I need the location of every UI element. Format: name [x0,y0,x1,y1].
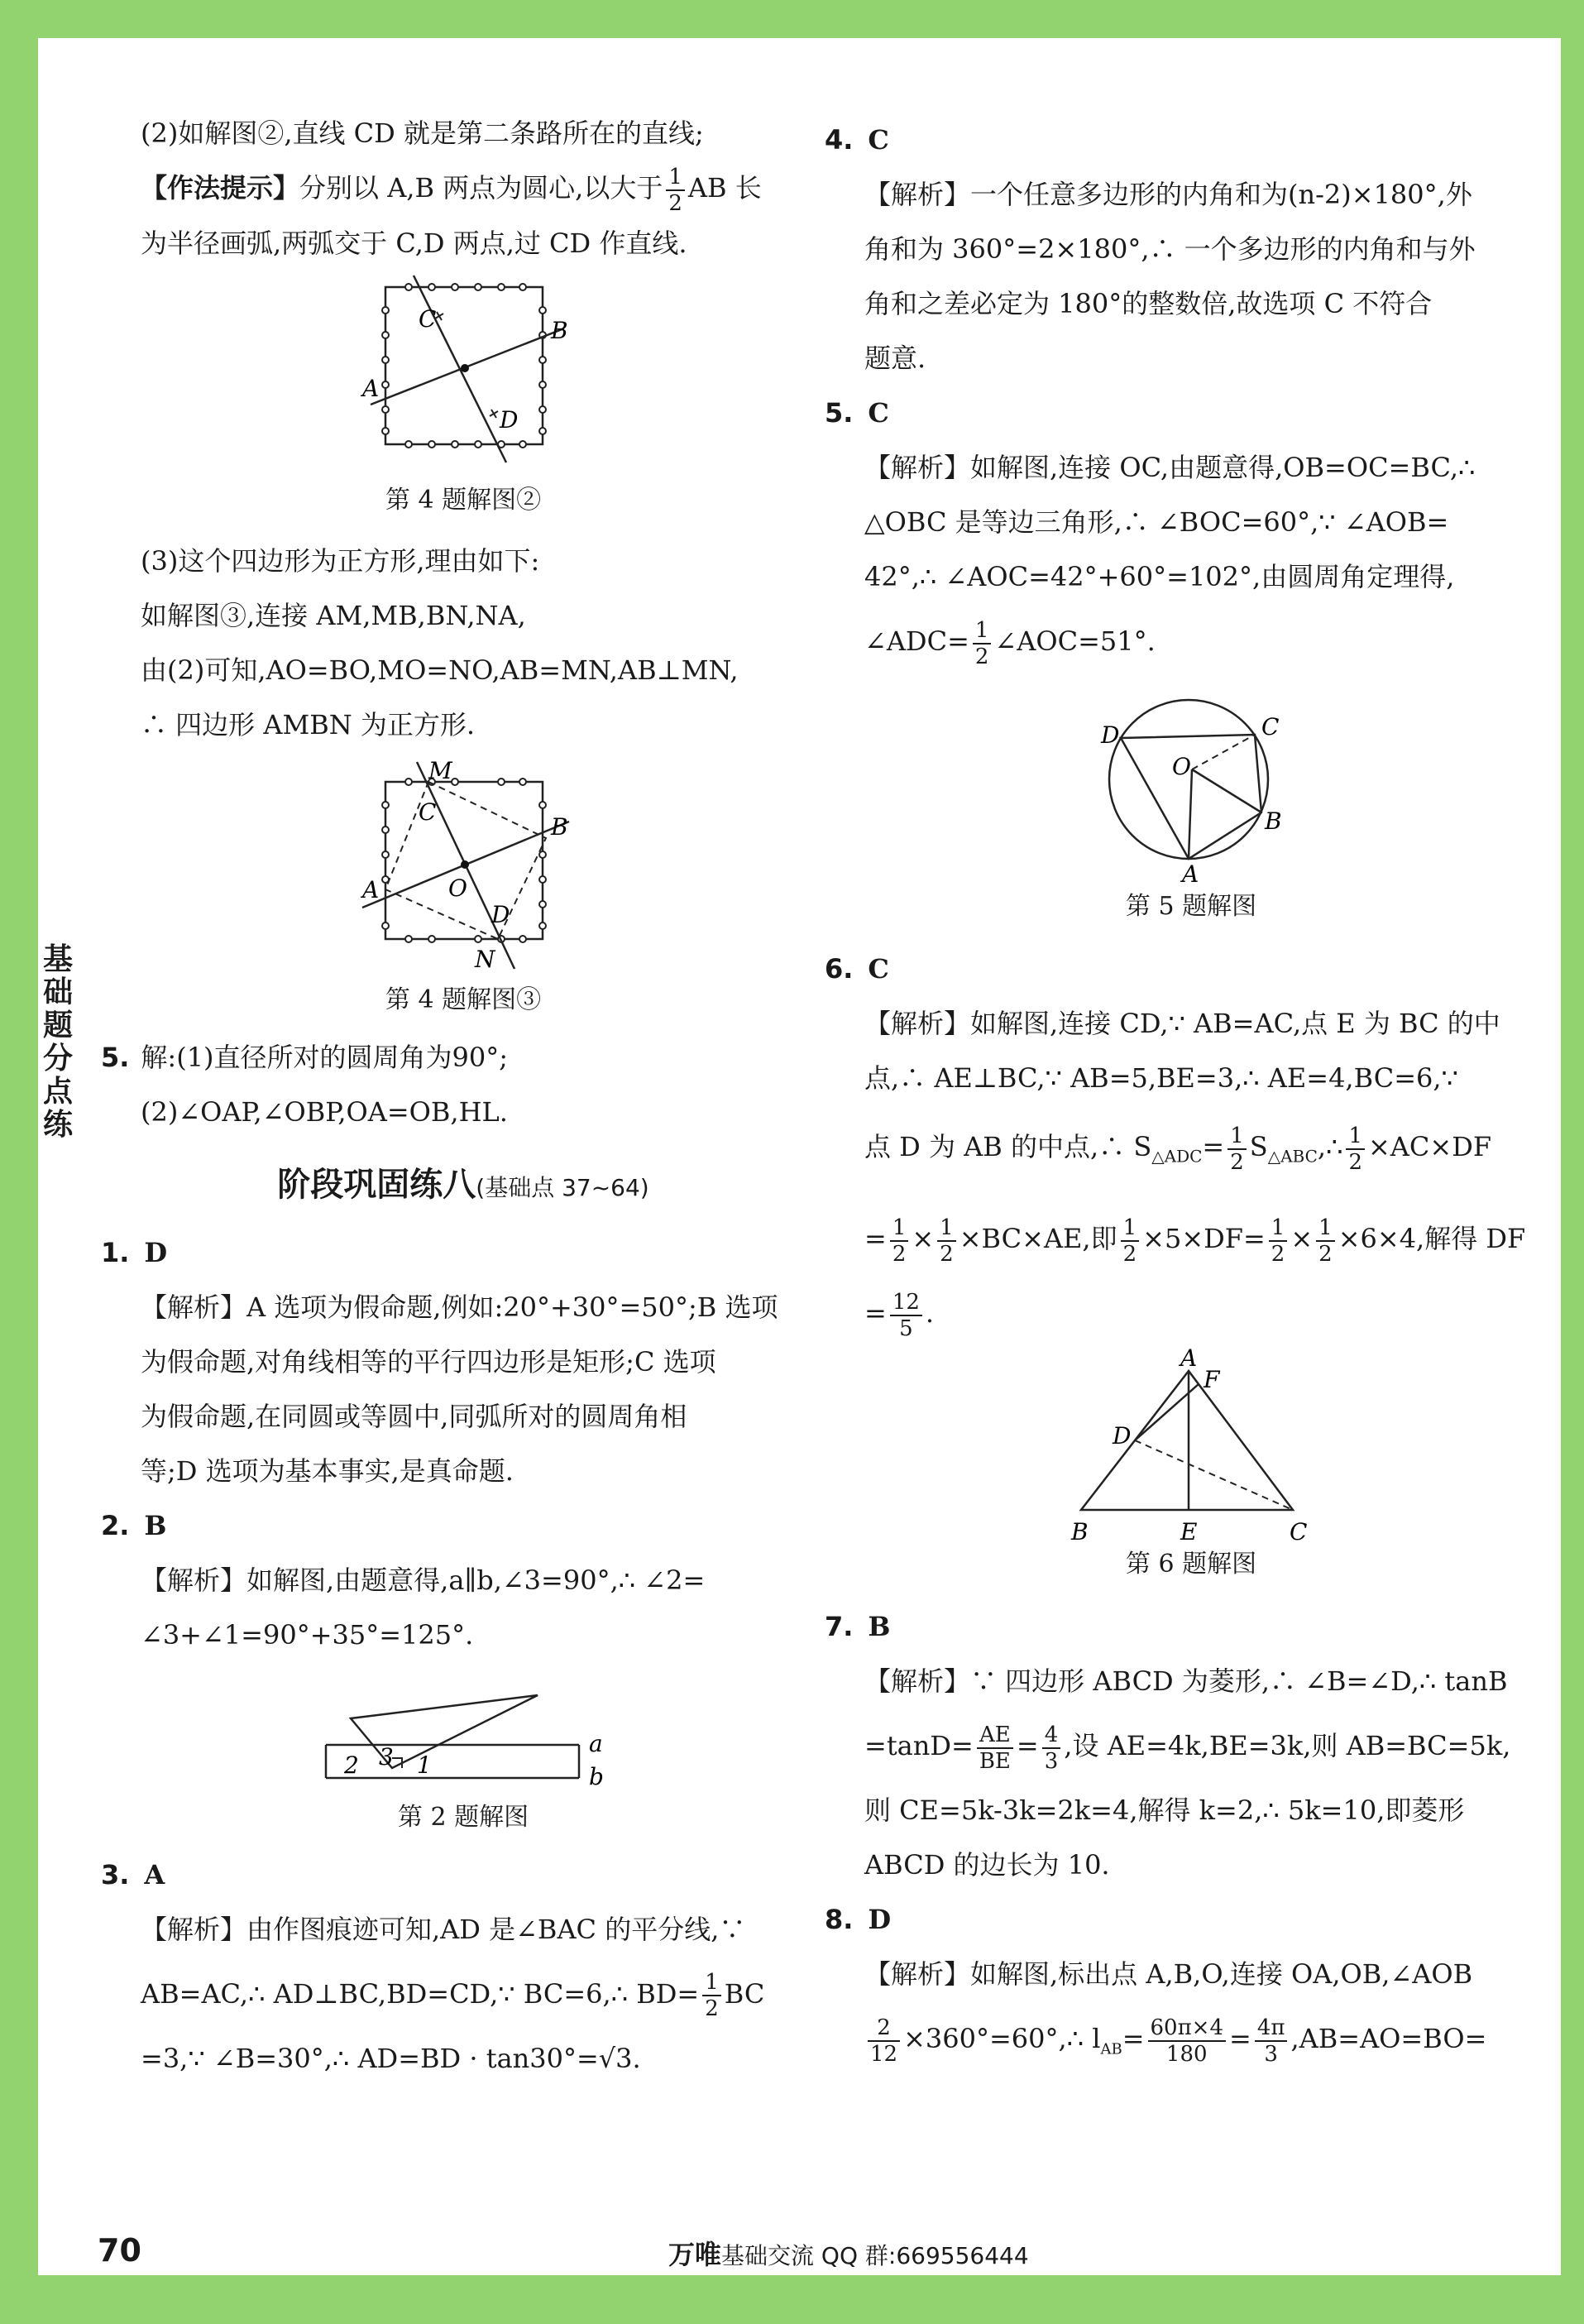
brand: 万唯 [668,2239,722,2270]
text: ∠AOC=51°. [994,625,1156,657]
answer-letter: B [144,1509,167,1541]
denominator: 2 [940,1241,954,1267]
label-B: B [1265,807,1282,835]
text-line: (2)∠OAP,∠OBP,OA=OB,HL. [141,1095,508,1128]
question-number: 7. [825,1611,854,1643]
text-line: 题意. [864,343,926,374]
fraction [1148,2015,1227,2067]
fraction [1255,2015,1288,2067]
label-A: A [362,374,380,402]
text: =tanD= [864,1730,974,1762]
text: 点 D 为 AB 的中点,∴ S [864,1131,1152,1162]
numerator: 1 [973,618,992,644]
label-C: C [1261,713,1280,740]
label-A: A [1182,860,1199,888]
answer-line [825,1892,1518,1947]
answer-letter: A [144,1858,165,1890]
text-line: 【解析】一个任意多边形的内角和为(n-2)×180°,外 [864,179,1472,210]
label-N: N [475,945,495,973]
text: ∠ADC= [864,625,969,657]
answer-line [101,1498,786,1553]
text-line: =3,∵ ∠B=30°,∴ AD=BD · tan30°=√3. [141,2042,641,2074]
fraction [937,1215,956,1267]
denominator: 2 [1122,1241,1137,1267]
label-C: C [419,798,437,826]
text: = [1016,1730,1039,1762]
label-O: O [1172,753,1191,780]
text-line: 等;D 选项为基本事实,是真命题. [141,1454,514,1487]
denominator: BE [979,1748,1011,1774]
numerator: 4 [1042,1723,1061,1749]
text-line: (3)这个四边形为正方形,理由如下: [141,544,540,577]
question-number: 3. [101,1858,130,1890]
figure-caption: 第 6 题解图 [1125,1550,1257,1579]
text: = [864,1223,887,1255]
numerator: 60π×4 [1148,2015,1227,2042]
text: S [1249,1131,1268,1162]
text-line: 角和之差必定为 180°的整数倍,故选项 C 不符合 [864,288,1433,319]
page-number: 70 [98,2232,141,2269]
numerator: 4π [1255,2015,1288,2042]
text-line [864,604,1518,678]
label-B: B [551,812,568,841]
label-C: C [1290,1518,1308,1546]
question-number: 6. [825,953,854,985]
label-a: a [589,1729,603,1757]
numerator: 1 [937,1215,956,1242]
side-tab-char: 题 [42,1009,73,1042]
side-tab [36,943,79,1142]
numerator: 1 [1121,1215,1140,1242]
right-border [1561,0,1584,2324]
answer-line [101,1225,786,1280]
text: ×5×DF= [1142,1223,1266,1255]
side-tab-char: 分 [42,1042,73,1076]
label-O: O [448,874,467,902]
text-line: 【解析】如解图,标出点 A,B,O,连接 OA,OB,∠AOB [864,1958,1473,1991]
figure-4-2 [141,276,786,515]
text-line: 点,∴ AE⊥BC,∵ AB=5,BE=3,∴ AE=4,BC=6,∵ [864,1062,1458,1094]
label-2: 2 [344,1751,359,1779]
figure-caption: 第 5 题解图 [1125,892,1257,921]
label-B: B [1071,1518,1089,1546]
denominator: 3 [1044,1748,1059,1774]
denominator: 2 [1318,1241,1333,1267]
figure-caption: 第 2 题解图 [397,1802,529,1832]
section-subtitle: (基础点 37~64) [476,1173,649,1201]
fraction [702,1970,721,2021]
answer-line [101,1847,786,1902]
numerator: 1 [1227,1124,1247,1150]
numerator: 1 [1269,1215,1288,1242]
denominator: 12 [870,2041,898,2067]
side-tab-char: 础 [42,975,73,1009]
denominator: 180 [1165,2041,1208,2067]
fraction [1316,1215,1335,1267]
answer-letter: D [868,1904,892,1936]
text-line: 如解图③,连接 AM,MB,BN,NA, [141,599,526,631]
text-line: 【解析】如解图,由题意得,a∥b,∠3=90°,∴ ∠2= [141,1564,706,1596]
text-line: 为半径画弧,两弧交于 C,D 两点,过 CD 作直线. [141,227,687,259]
label-3: 3 [379,1742,394,1771]
label-1: 1 [417,1751,432,1779]
answer-line [825,942,1518,996]
side-tab-char: 点 [42,1075,73,1109]
question-number: 1. [101,1236,130,1268]
text: = [1229,2023,1251,2055]
section-title [141,1148,786,1225]
text-line: 【解析】如解图,连接 CD,∵ AB=AC,点 E 为 BC 的中 [864,1008,1500,1039]
text-line [141,1957,786,2031]
fraction [1121,1215,1140,1267]
footer-text: 基础交流 QQ 群:669556444 [721,2242,1029,2269]
denominator: 5 [899,1315,913,1341]
text: AB 长 [687,172,762,204]
side-tab-char: 练 [42,1108,73,1142]
text-line: 为假命题,在同圆或等圆中,同弧所对的圆周角相 [141,1400,687,1432]
text: ,设 AE=4k,BE=3k,则 AB=BC=5k, [1064,1730,1511,1762]
section-title-text: 阶段巩固练八 [277,1165,476,1204]
text: = [1202,1131,1225,1162]
figure-4-3 [141,757,786,980]
q5-line [101,1030,786,1085]
label-D: D [491,900,510,928]
text-line: 为假命题,对角线相等的平行四边形是矩形;C 选项 [141,1345,716,1378]
text-line: (2)如解图②,直线 CD 就是第二条路所在的直线; [141,117,704,149]
fraction [890,1290,922,1341]
subscript: AB [1100,2040,1122,2058]
text-line [864,2001,1518,2087]
text: = [1122,2023,1145,2055]
text-line: 【解析】A 选项为假命题,例如:20°+30°=50°;B 选项 [141,1291,778,1323]
text-line: 42°,∴ ∠AOC=42°+60°=102°,由圆周角定理得, [864,561,1455,592]
text: ×BC×AE,即 [959,1223,1117,1255]
label-D: D [1113,1422,1132,1450]
label-D: D [500,405,519,434]
fraction [977,1723,1013,1774]
text-line: 角和为 360°=2×180°,∴ 一个多边形的内角和与外 [864,233,1476,265]
subscript: △ADC [1151,1146,1203,1167]
numerator: 1 [1346,1124,1365,1150]
text-line [864,1708,1518,1783]
text-line: 则 CE=5k-3k=2k=4,解得 k=2,∴ 5k=10,即菱形 [864,1795,1465,1827]
denominator: 2 [1230,1149,1244,1175]
text-line: ∴ 四边形 AMBN 为正方形. [141,708,476,740]
label-D: D [1101,721,1120,749]
text-line: 【解析】如解图,连接 OC,由题意得,OB=OC=BC,∴ [864,452,1476,483]
label-A: A [362,875,380,903]
denominator: 2 [892,1241,907,1267]
denominator: 2 [1348,1149,1362,1175]
label-b: b [589,1762,604,1790]
answer-letter: C [868,124,889,156]
answer-letter: B [868,1611,891,1643]
label-B: B [551,316,568,344]
text: BC [724,1977,765,2010]
hint-tag: 【作法提示】 [141,172,300,204]
text: ,AB=AO=BO= [1290,2023,1487,2055]
bottom-border [0,2275,1584,2324]
fraction [1042,1723,1061,1774]
fraction [1346,1124,1365,1175]
answer-line [825,113,1518,167]
figure-caption: 第 4 题解图③ [385,985,542,1014]
denominator: 3 [1264,2041,1278,2067]
right-column [825,113,1526,2087]
text-line: ABCD 的边长为 10. [864,1849,1110,1881]
text: ×360°=60°,∴ l [903,2023,1101,2055]
text-line: △OBC 是等边三角形,∴ ∠BOC=60°,∵ ∠AOB= [864,506,1449,538]
numerator: 1 [1316,1215,1335,1242]
fraction [1227,1124,1247,1175]
answer-letter: C [868,953,889,985]
text: = [864,1297,887,1330]
fraction [666,165,685,216]
numerator: AE [977,1723,1013,1749]
label-A: A [1180,1344,1198,1373]
subscript: △ABC [1267,1146,1318,1167]
left-border [0,0,38,2324]
question-number: 8. [825,1904,854,1936]
text-line: ∠3+∠1=90°+35°=125°. [141,1618,474,1651]
numerator: 1 [702,1970,721,1996]
denominator: 2 [668,190,682,216]
text: 分别以 A,B 两点为圆心,以大于 [299,172,663,204]
text: AB=AC,∴ AD⊥BC,BD=CD,∵ BC=6,∴ BD= [141,1977,700,2010]
figure-q2 [141,1665,786,1798]
text: × [1290,1223,1314,1255]
answer-line [825,1599,1518,1654]
text: ×AC×DF [1367,1131,1492,1162]
fraction [973,618,992,669]
answer-letter: C [868,397,889,429]
label-M: M [428,756,452,784]
text-line: 【解析】∵ 四边形 ABCD 为菱形,∴ ∠B=∠D,∴ tanB [864,1665,1508,1698]
question-number: 5. [825,397,854,429]
text: . [925,1297,935,1330]
text: × [912,1223,935,1255]
footer-note [668,2234,1029,2272]
left-column [101,106,786,2086]
text-line [864,1105,1518,1197]
question-number: 4. [825,124,854,156]
figure-6 [864,1344,1518,1546]
answer-letter: D [144,1236,168,1268]
label-C: C [419,304,437,333]
denominator: 2 [705,1996,719,2021]
hint-line [141,161,786,216]
text-line: 【解析】由作图痕迹可知,AD 是∠BAC 的平分线,∵ [141,1913,746,1945]
numerator: 2 [868,2015,900,2042]
question-number: 5. [101,1041,130,1073]
figure-caption: 第 4 题解图② [385,485,542,515]
numerator: 12 [890,1290,922,1316]
text-line: 由(2)可知,AO=BO,MO=NO,AB=MN,AB⊥MN, [141,654,739,686]
fraction [868,2015,900,2067]
denominator: 2 [974,644,989,669]
answer-line [825,386,1518,440]
numerator: 1 [666,165,685,191]
text: ,∴ [1317,1131,1343,1162]
label-F: F [1204,1366,1220,1394]
text: ×6×4,解得 DF [1338,1223,1526,1255]
denominator: 2 [1271,1241,1285,1267]
question-number: 2. [101,1509,130,1541]
numerator: 1 [890,1215,909,1242]
text-line [864,1197,1526,1280]
side-tab-char: 基 [42,942,73,976]
text: 解:(1)直径所对的圆周角为90°; [141,1041,509,1073]
figure-5 [864,688,1518,888]
label-E: E [1180,1518,1198,1546]
fraction [1269,1215,1288,1267]
text-line [864,1280,1518,1346]
fraction [890,1215,909,1267]
